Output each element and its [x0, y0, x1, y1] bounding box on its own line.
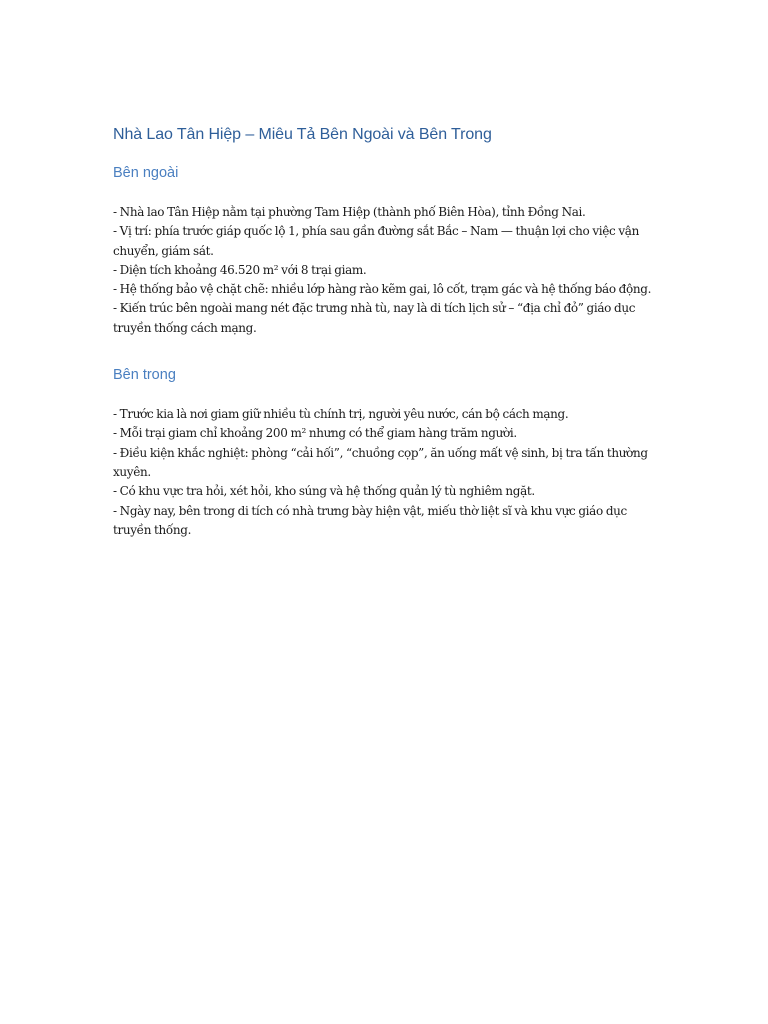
section-heading-outside: Bên ngoài: [113, 165, 179, 181]
document-body: [113, 124, 658, 540]
list-item: - Mỗi trại giam chỉ khoảng 200 m² nhưng có thể giam hàng trăm người.: [113, 426, 517, 441]
list-item: - Vị trí: phía trước giáp quốc lộ 1, phía sau gần đường sắt Bắc – Nam — thuận lợi cho việc vận chuyển, giám sát.: [113, 224, 639, 258]
list-item: - Diện tích khoảng 46.520 m² với 8 trại giam.: [113, 262, 367, 277]
section-inside: [113, 365, 658, 540]
list-item: - Trước kia là nơi giam giữ nhiều tù chính trị, người yêu nước, cán bộ cách mạng.: [113, 407, 569, 422]
list-item: - Kiến trúc bên ngoài mang nét đặc trưng nhà tù, nay là di tích lịch sử – “địa chỉ đỏ” giáo dục truyền thống cách mạng.: [113, 301, 636, 335]
list-item: - Điều kiện khắc nghiệt: phòng “cải hối”, “chuồng cọp”, ăn uống mất vệ sinh, bị tra tấn thường xuyên.: [113, 445, 648, 479]
list-item: - Có khu vực tra hỏi, xét hỏi, kho súng và hệ thống quản lý tù nghiêm ngặt.: [113, 484, 535, 499]
list-item: - Hệ thống bảo vệ chặt chẽ: nhiều lớp hàng rào kẽm gai, lô cốt, trạm gác và hệ thống báo động.: [113, 282, 652, 297]
bullet-list-outside: [113, 203, 658, 338]
list-item: - Nhà lao Tân Hiệp nằm tại phường Tam Hiệp (thành phố Biên Hòa), tỉnh Đồng Nai.: [113, 205, 586, 219]
section-heading-inside: Bên trong: [113, 367, 176, 384]
section-outside: [113, 163, 658, 338]
bullet-list-inside: [113, 405, 658, 540]
document-title: Nhà Lao Tân Hiệp – Miêu Tả Bên Ngoài và Bên Trong: [113, 126, 492, 143]
list-item: - Ngày nay, bên trong di tích có nhà trưng bày hiện vật, miếu thờ liệt sĩ và khu vực giáo dục truyền thống.: [113, 503, 627, 537]
